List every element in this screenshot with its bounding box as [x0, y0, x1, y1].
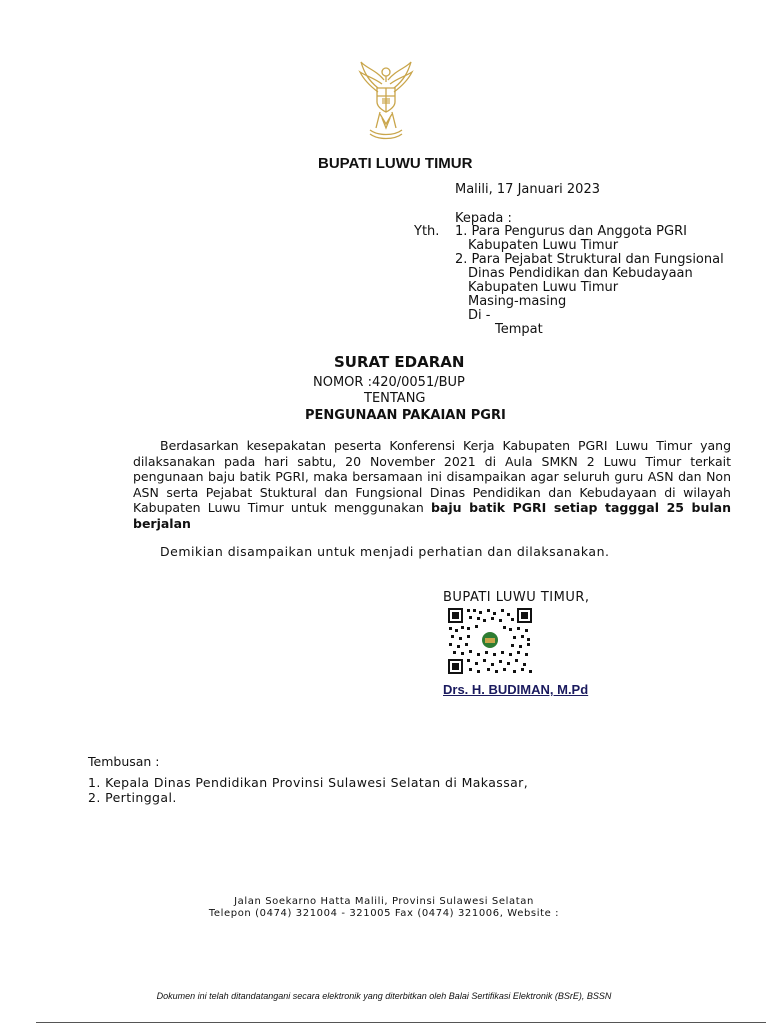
bottom-divider: [36, 1022, 766, 1023]
header-title: BUPATI LUWU TIMUR: [318, 155, 473, 172]
recipient-line: 2. Para Pejabat Struktural dan Fungsional: [455, 252, 724, 267]
qr-code-icon: [447, 607, 533, 675]
body-text-bold: baju batik PGRI setiap tagggal 25 bulan berjalan: [133, 500, 731, 531]
surat-nomor: NOMOR :420/0051/BUP: [313, 375, 465, 390]
recipient-line: Tempat: [495, 322, 543, 337]
closing-text: Demikian disampaikan untuk menjadi perhatian dan dilaksanakan.: [160, 544, 610, 559]
footer-address: Jalan Soekarno Hatta Malili, Provinsi Sulawesi Selatan: [234, 896, 534, 907]
surat-tentang: TENTANG: [364, 391, 426, 406]
surat-edaran-title: SURAT EDARAN: [334, 353, 465, 371]
recipient-line: 1. Para Pengurus dan Anggota PGRI: [455, 224, 687, 239]
recipient-line: Masing-masing: [468, 294, 567, 309]
tembusan-list: [88, 775, 528, 805]
body-paragraph: [133, 438, 731, 531]
recipient-line: Dinas Pendidikan dan Kebudayaan: [468, 266, 693, 281]
surat-perihal: PENGUNAAN PAKAIAN PGRI: [305, 408, 506, 423]
signature-title: BUPATI LUWU TIMUR,: [443, 590, 590, 605]
signatory-name: Drs. H. BUDIMAN, M.Pd: [443, 682, 589, 697]
body-text: Berdasarkan kesepakatan peserta Konferensi Kerja Kabupaten PGRI Luwu Timur yang dilaksanakan pada hari sabtu, 20 November 2021 di Aula SMKN 2 Luwu Timur terkait pengunaan baju batik PGRI, maka bersamaan ini disampaikan agar seluruh guru ASN dan Non ASN serta Pejabat Stuktural dan Fungsional Dinas Pendidikan dan Kebudayaan di wilayah Kabupaten Luwu Timur untuk menggunakan: [133, 438, 731, 515]
recipient-line: Kabupaten Luwu Timur: [468, 238, 619, 253]
yth-label: Yth.: [414, 224, 440, 239]
kepada-label: Kepada :: [455, 211, 512, 226]
tembusan-label: Tembusan :: [88, 754, 160, 769]
recipient-line: Di -: [468, 308, 491, 323]
tembusan-item: 1. Kepala Dinas Pendidikan Provinsi Sulawesi Selatan di Makassar,: [88, 775, 529, 790]
recipient-line: Kabupaten Luwu Timur: [468, 280, 619, 295]
bsre-note: Dokumen ini telah ditandatangani secara elektronik yang diterbitkan oleh Balai Sertifikasi Elektronik (BSrE), BSSN: [156, 991, 612, 1001]
footer-phone: Telepon (0474) 321004 - 321005 Fax (0474) 321006, Website :: [208, 908, 560, 919]
letter-date: Malili, 17 Januari 2023: [455, 182, 600, 197]
tembusan-item: 2. Pertinggal.: [88, 790, 177, 805]
garuda-emblem-icon: [358, 58, 414, 144]
